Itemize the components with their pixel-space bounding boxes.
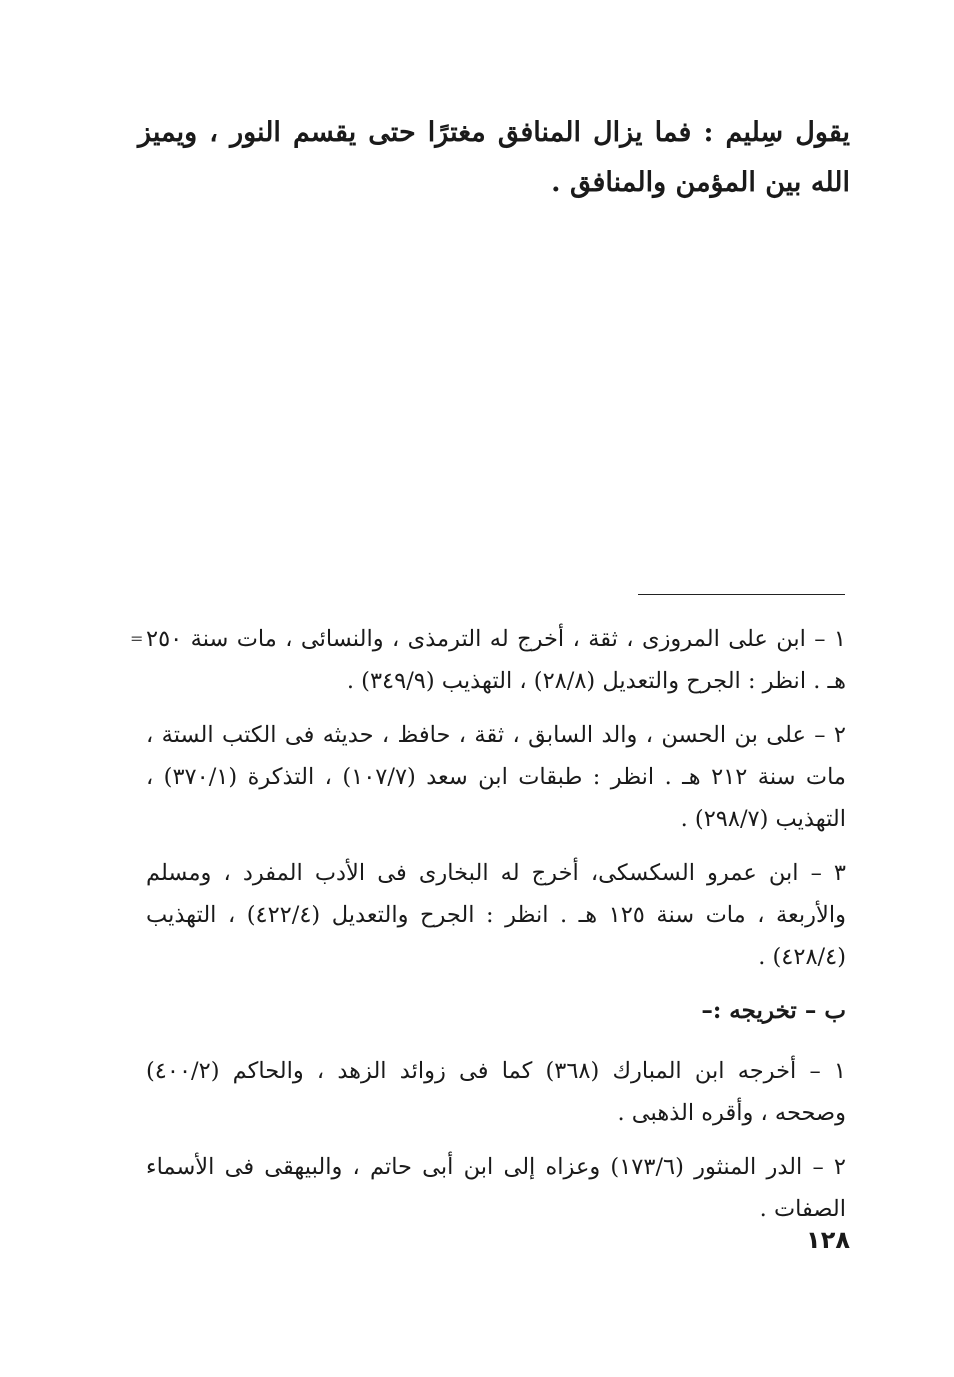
takhrij-1: ١ – أخرجه ابن المبارك (٣٦٨) كما فى زوائد الزهد ، والحاكم (٤٠٠/٢) وصححه ، وأقره الذهبى .: [146, 1058, 846, 1126]
footnote-1-text: ١ – ابن على المروزى ، ثقة ، أخرج له الترمذى ، والنسائى ، مات سنة ٢٥٠ هـ . انظر : الجرح والتعديل (٢٨/٨) ، التهذيب (٣٤٩/٩) .: [146, 626, 846, 694]
page-number: ١٢٨: [806, 1226, 850, 1254]
footnote-2: ٢ – على بن الحسن ، والد السابق ، ثقة ، حافظ ، حديثه فى الكتب الستة ، مات سنة ٢١٢ هـ . انظر : طبقات ابن سعد (١٠٧/٧) ، التذكرة (٣٧٠/١) ، التهذيب (٢٩٨/٧) .: [146, 722, 846, 832]
footnote-separator: [638, 594, 845, 595]
takhrij-heading: ب – تخريجه :–: [701, 997, 846, 1024]
footnote-3: ٣ – ابن عمرو السكسكى، أخرج له البخارى فى الأدب المفرد ، ومسلم والأربعة ، مات سنة ١٢٥ هـ . انظر : الجرح والتعديل (٤٢٢/٤) ، التهذيب (٤٢٨/٤) .: [146, 860, 846, 970]
main-paragraph: يقول سِليم : فما يزال المنافق مغترًا حتى يقسم النور ، ويميز الله بين المؤمن والمنافق .: [138, 117, 850, 198]
footnote-1: [130, 618, 846, 702]
takhrij-2: ٢ – الدر المنثور (١٧٣/٦) وعزاه إلى ابن أبى حاتم ، والبيهقى فى الأسماء الصفات .: [146, 1154, 846, 1222]
continuation-mark: =: [130, 629, 144, 648]
footnotes: [130, 618, 846, 1242]
